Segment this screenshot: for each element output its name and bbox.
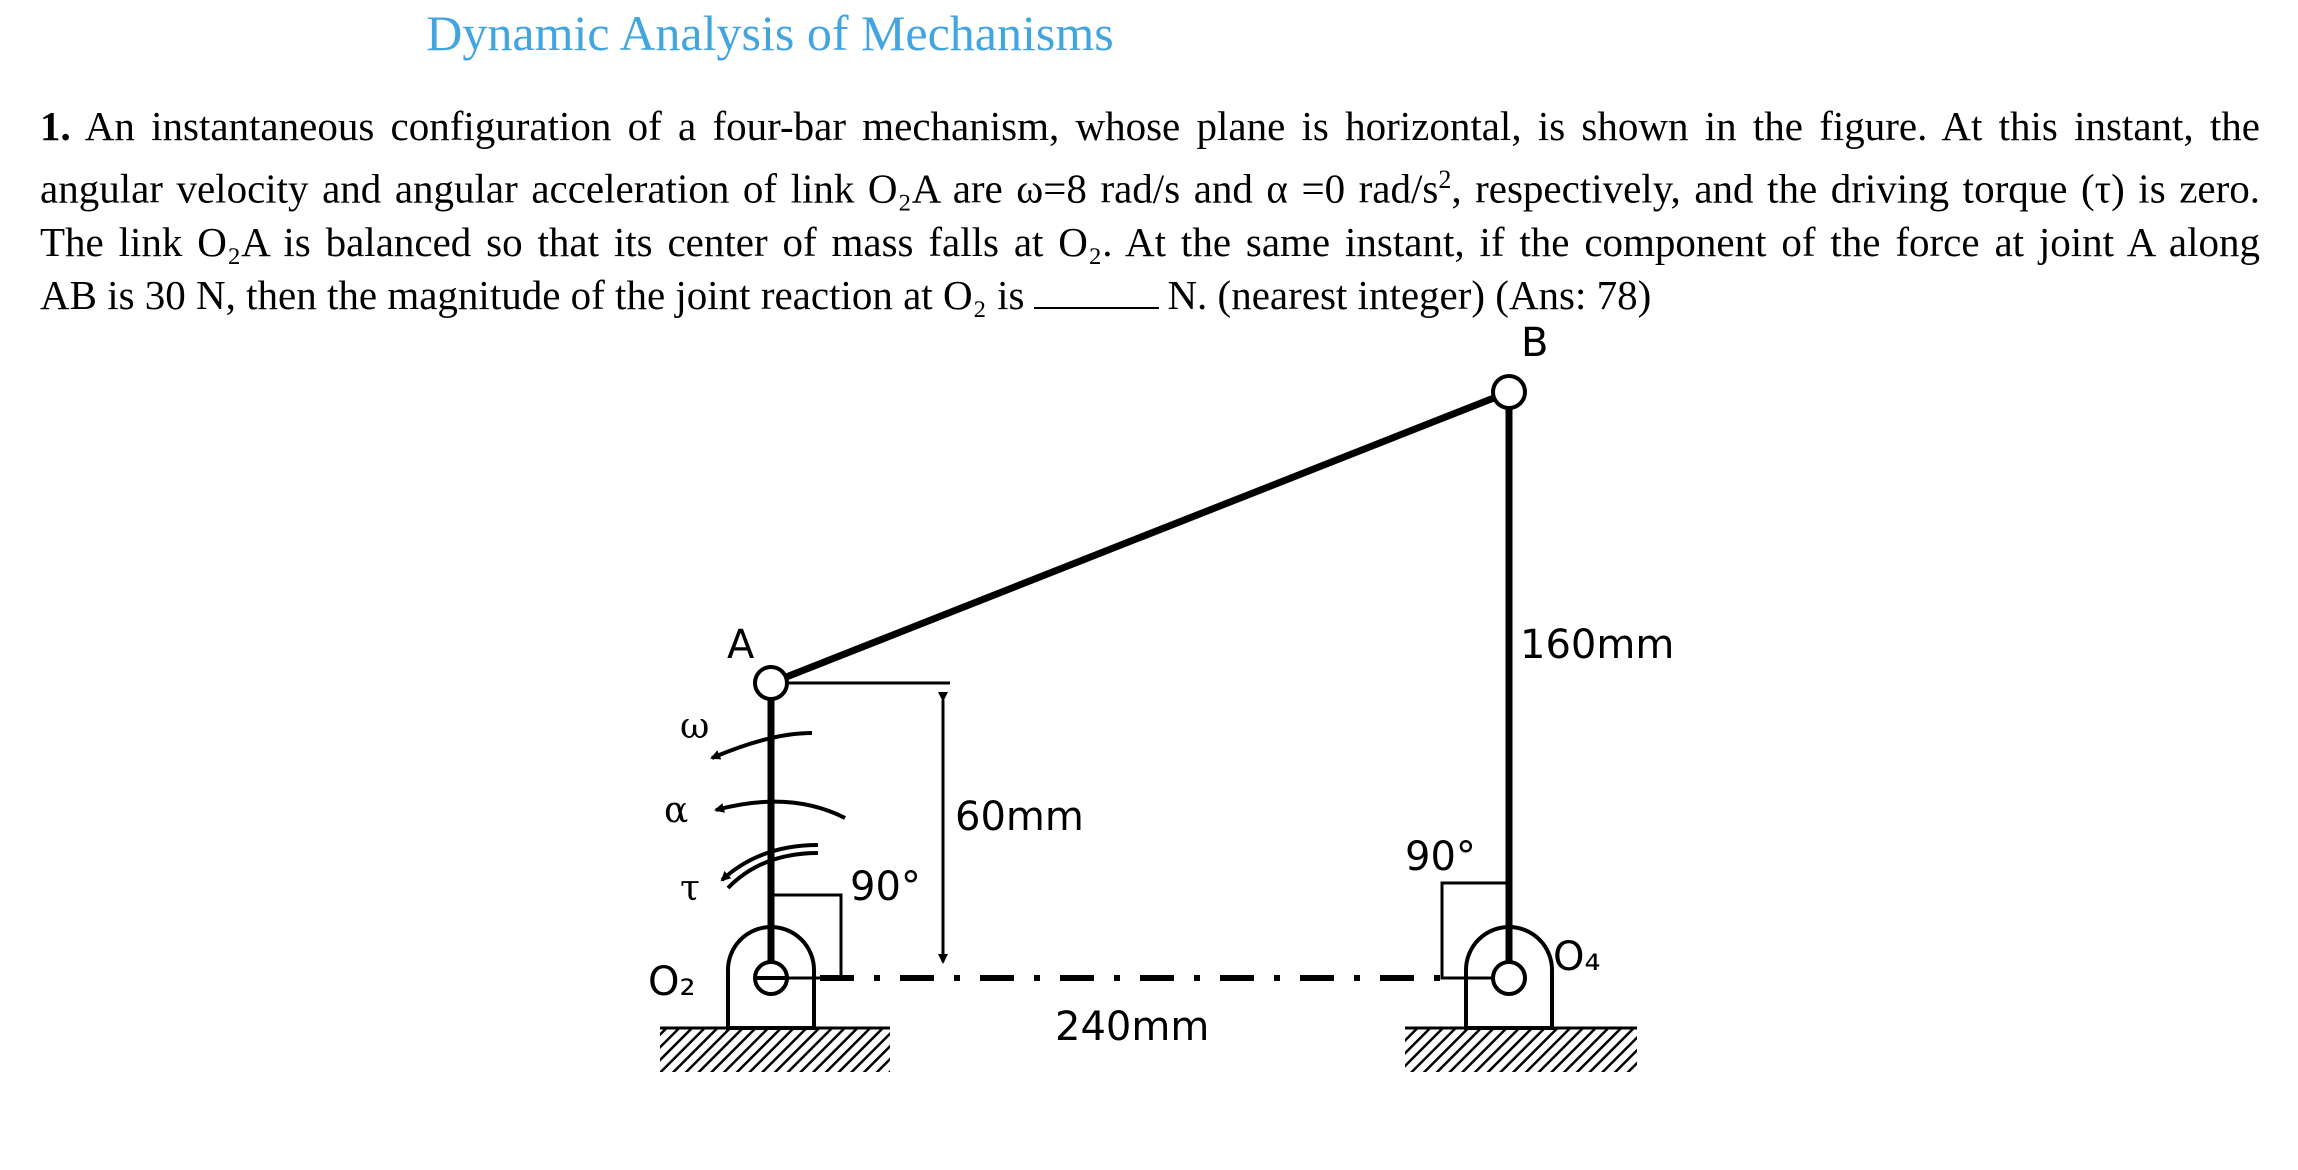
problem-text-2sup: 2 [1438,165,1452,194]
label-a: A [727,622,755,668]
problem-text-2a: angular velocity and angular acceleration of link O₂A are ω=8 rad/s and α =0 rad/s [40,165,1439,212]
label-dim-60: 60mm [955,794,1084,840]
problem-text-2b: , respectively, and the driving torque (τ) is zero. [1451,165,2260,212]
label-omega: ω [680,706,710,747]
label-angle-right: 90° [1405,834,1476,880]
label-dim-240: 240mm [1055,1004,1210,1050]
label-b: B [1521,320,1549,366]
label-tau: τ [680,868,700,909]
page-title: Dynamic Analysis of Mechanisms [426,5,1114,61]
joint-o4 [1493,962,1525,994]
problem-number: 1. [40,103,71,149]
ground-left [660,1028,890,1072]
joint-b [1493,376,1525,408]
problem-text-4b: N. (nearest integer) (Ans: 78) [1167,271,1652,318]
alpha-arrow [716,802,845,818]
omega-arrow [712,733,812,758]
problem-text-1: An instantaneous configuration of a four-bar mechanism, whose plane is horizontal, is shown in the figure. At this instant, the [84,103,2260,149]
link-ab [771,392,1509,683]
ground-right [1405,1028,1637,1072]
label-dim-160: 160mm [1520,622,1675,668]
problem-text-3: The link O₂A is balanced so that its center of mass falls at O₂. At the same instant, if the component of the force at joint A along [40,218,2260,265]
problem-text-4a: AB is 30 N, then the magnitude of the joint reaction at O₂ is [40,271,1025,318]
label-o4: O₄ [1553,934,1601,980]
label-o2: O₂ [648,959,696,1005]
joint-a [755,667,787,699]
label-alpha: α [664,790,689,831]
label-angle-left: 90° [850,864,921,910]
